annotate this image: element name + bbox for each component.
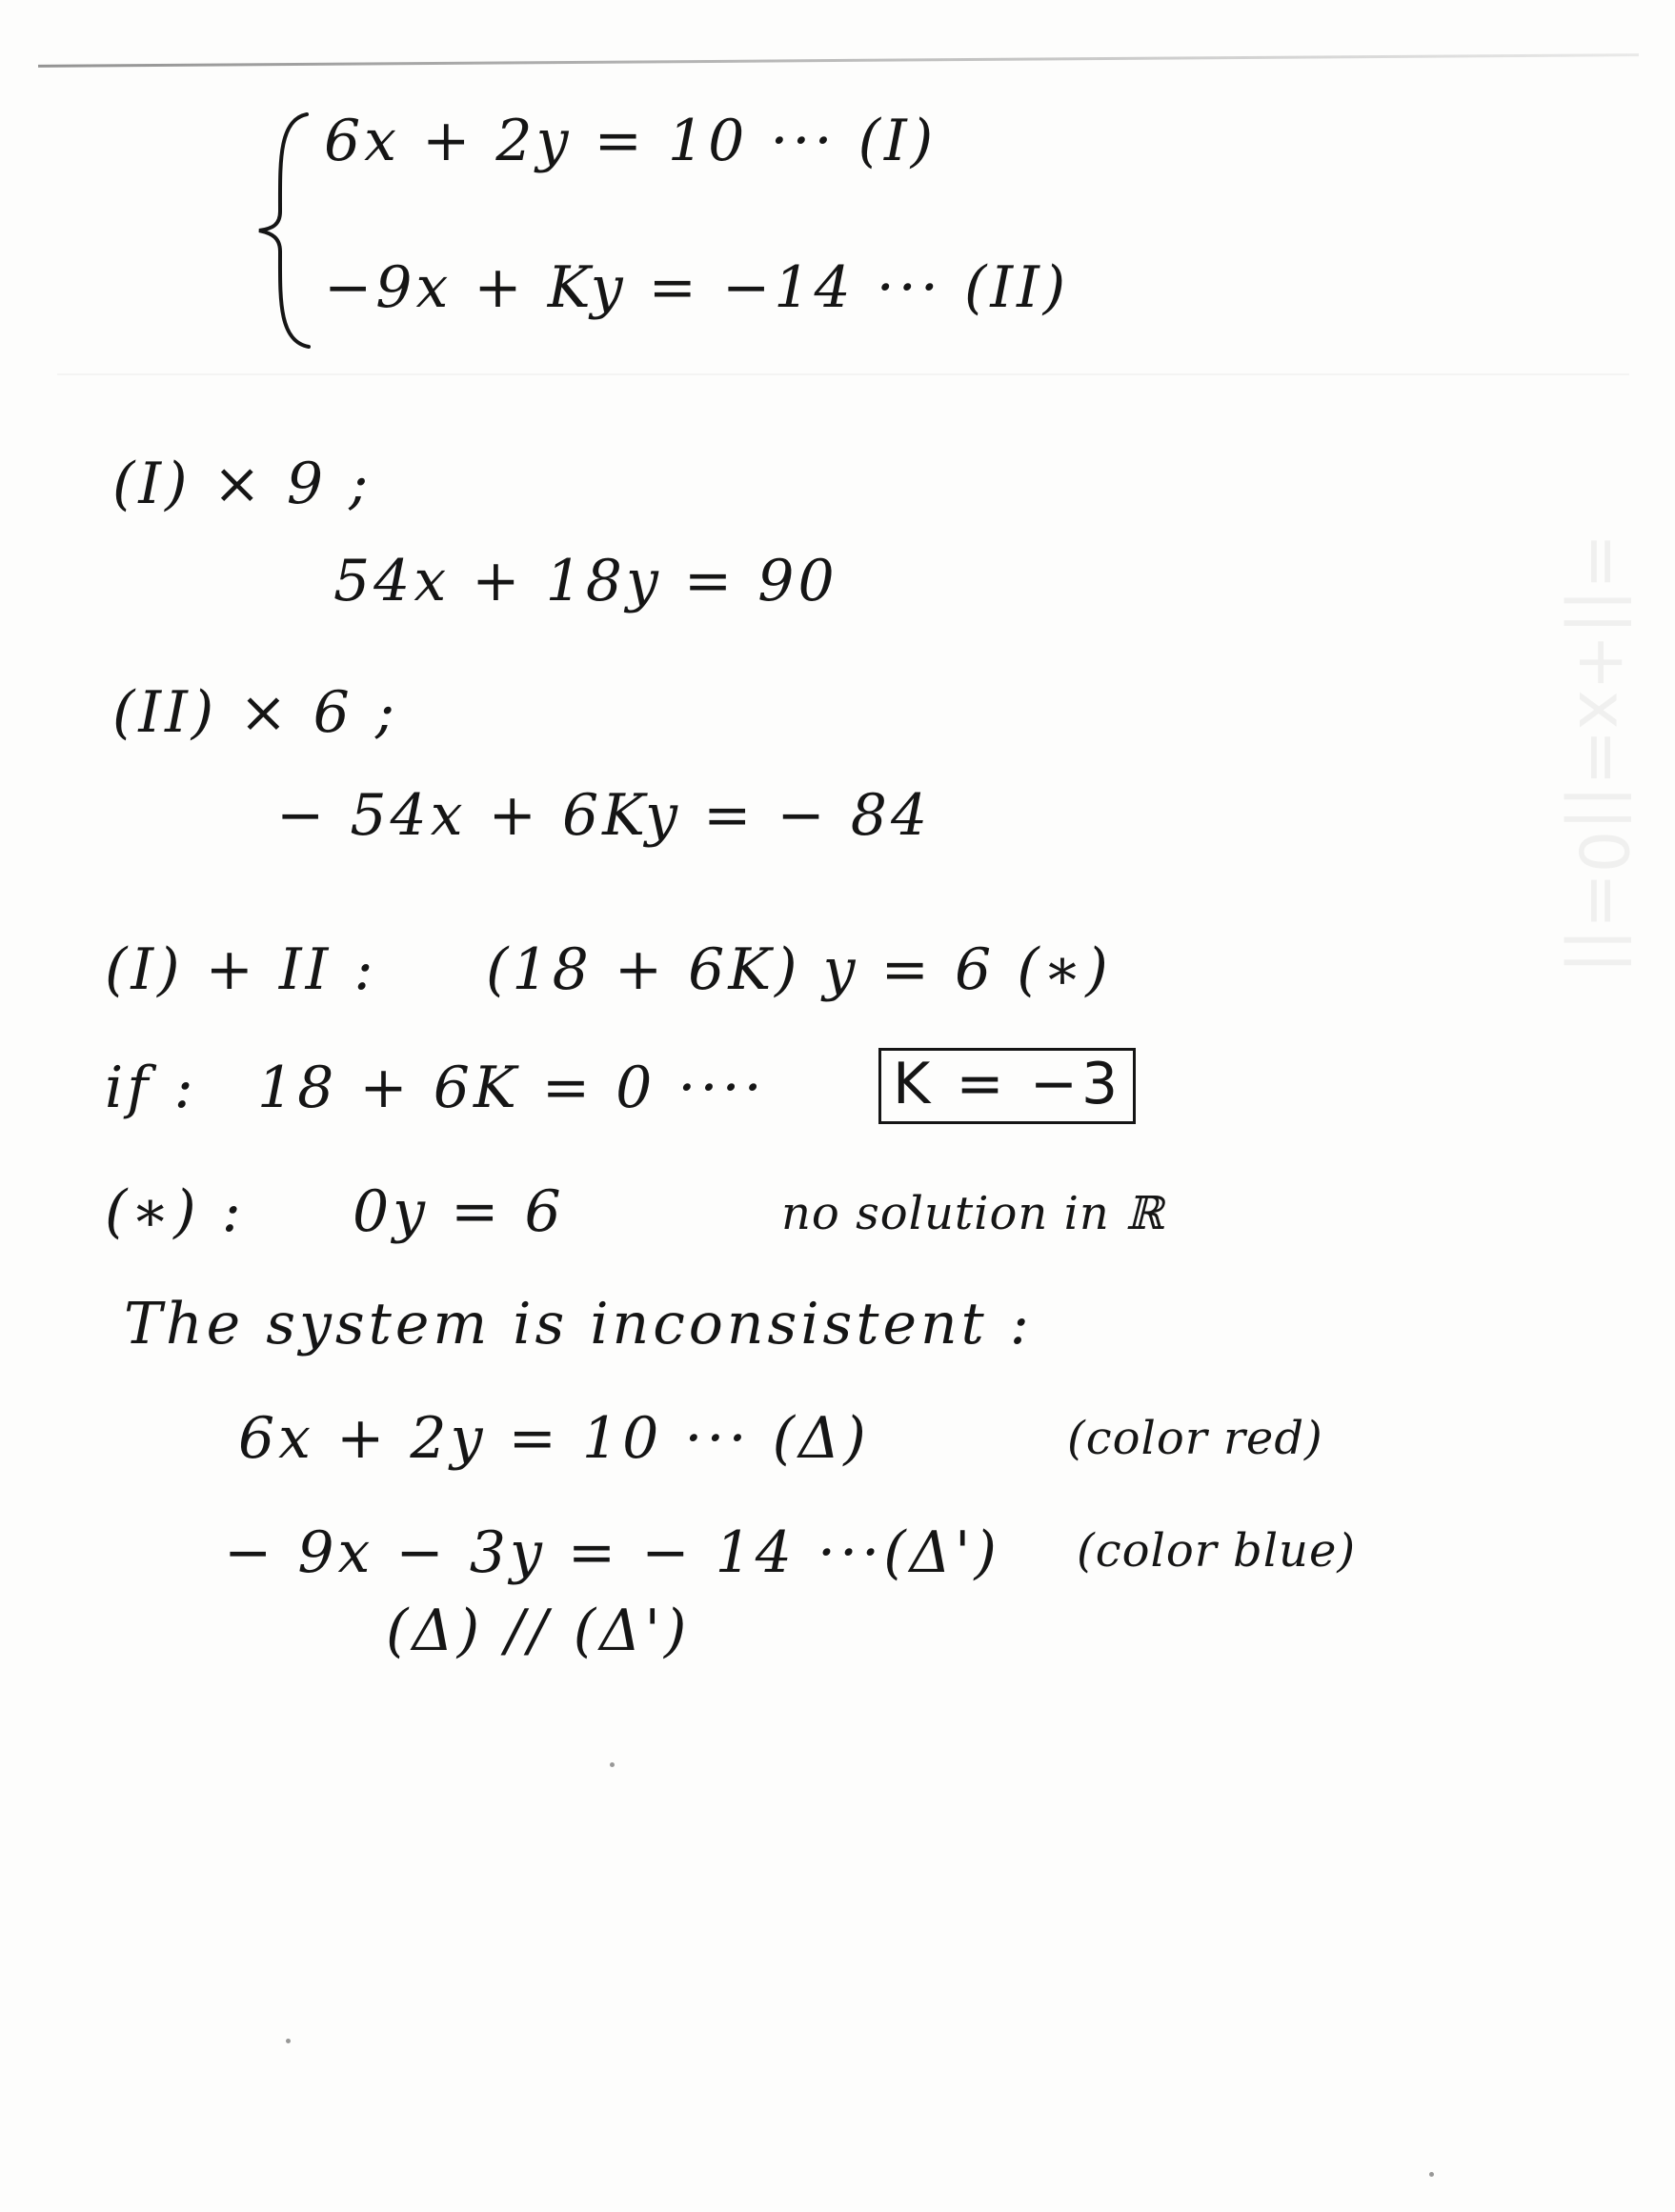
paper-fold-line — [57, 373, 1629, 375]
k-result-box: K = −3 — [878, 1048, 1136, 1124]
line-delta-color-note: (color red) — [1067, 1412, 1323, 1465]
system-equation-1: 6x + 2y = 10 ··· (I) — [324, 108, 938, 174]
line-delta-equation: 6x + 2y = 10 ··· (Δ) — [238, 1405, 870, 1472]
step-multiply-i-equation: 54x + 18y = 90 — [333, 548, 838, 614]
paper-speck — [286, 2039, 291, 2043]
step-sum-equation: (18 + 6K) y = 6 (∗) — [486, 936, 1112, 1003]
step-multiply-ii-equation: − 54x + 6Ky = − 84 — [276, 782, 932, 849]
paper-top-edge — [38, 53, 1639, 68]
step-multiply-i-label: (I) × 9 ; — [112, 451, 373, 517]
paper-speck — [1429, 2172, 1434, 2177]
paper-speck — [610, 1762, 615, 1767]
system-equation-2: −9x + Ky = −14 ··· (II) — [324, 254, 1070, 321]
parallel-statement: (Δ) // (Δ') — [386, 1598, 691, 1664]
bleed-through-marks: =||+x=||0=|| — [1564, 533, 1642, 975]
line-delta-prime-color-note: (color blue) — [1077, 1524, 1357, 1578]
conclusion-text: The system is inconsistent : — [124, 1291, 1033, 1357]
step-if-equation: 18 + 6K = 0 ···· — [257, 1055, 766, 1121]
step-star-label: (∗) : — [105, 1178, 245, 1245]
line-delta-prime-equation: − 9x − 3y = − 14 ···(Δ') — [224, 1519, 1000, 1586]
step-if-label: if : — [105, 1055, 197, 1121]
system-brace — [250, 107, 326, 354]
k-result-wrapper — [878, 1051, 1136, 1117]
step-star-equation: 0y = 6 — [353, 1178, 565, 1245]
step-sum-label: (I) + II : — [105, 936, 377, 1003]
no-solution-note: no solution in ℝ — [781, 1187, 1164, 1240]
step-multiply-ii-label: (II) × 6 ; — [112, 679, 399, 746]
